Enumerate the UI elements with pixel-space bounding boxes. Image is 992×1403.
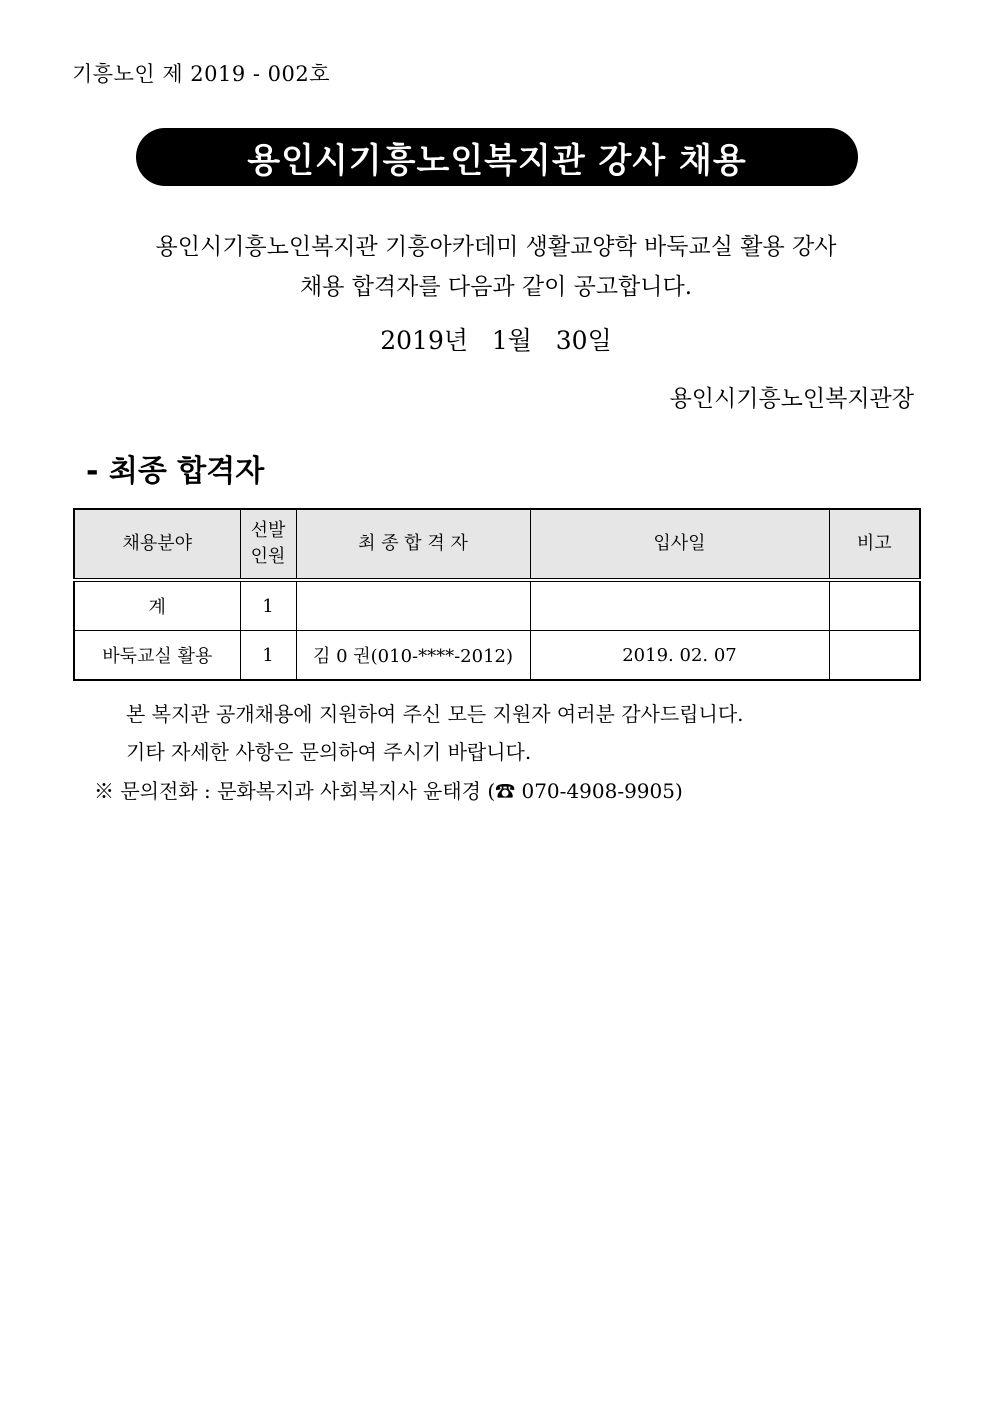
cell-start-date: 2019. 02. 07 xyxy=(530,631,829,681)
section-heading: - 최종 합격자 xyxy=(86,454,265,489)
document-title: 용인시기흥노인복지관 강사 채용 xyxy=(247,140,747,181)
table-row xyxy=(74,631,920,681)
signer: 용인시기흥노인복지관장 xyxy=(669,386,914,412)
cell-remarks xyxy=(829,631,920,681)
header-field: 채용분야 xyxy=(74,509,240,580)
cell-winner xyxy=(296,580,530,631)
title-banner xyxy=(136,128,858,186)
cell-start-date xyxy=(530,580,829,631)
announcement-date: 2019년 1월 30일 xyxy=(380,326,612,355)
table-header-row xyxy=(74,509,920,580)
document-number: 기흥노인 제 2019 - 002호 xyxy=(72,62,331,86)
cell-field: 계 xyxy=(74,580,240,631)
header-remarks: 비고 xyxy=(829,509,920,580)
cell-remarks xyxy=(829,580,920,631)
table-row xyxy=(74,580,920,631)
intro-line-2: 채용 합격자를 다음과 같이 공고합니다. xyxy=(299,274,693,300)
header-start-date: 입사일 xyxy=(530,509,829,580)
header-count xyxy=(240,509,296,580)
contact-note: ※ 문의전화 : 문화복지과 사회복지사 윤태경 (☎ 070-4908-9905) xyxy=(94,779,683,803)
inquiry-note: 기타 자세한 사항은 문의하여 주시기 바랍니다. xyxy=(126,740,532,764)
header-count-line2: 인원 xyxy=(250,546,286,567)
cell-count: 1 xyxy=(240,580,296,631)
cell-count: 1 xyxy=(240,631,296,681)
thanks-note: 본 복지관 공개채용에 지원하여 주신 모든 지원자 여러분 감사드립니다. xyxy=(126,702,744,726)
cell-field: 바둑교실 활용 xyxy=(74,631,240,681)
results-table xyxy=(73,508,921,681)
intro-line-1: 용인시기흥노인복지관 기흥아카데미 생활교양학 바둑교실 활용 강사 xyxy=(155,234,837,260)
header-winner: 최 종 합 격 자 xyxy=(296,509,530,580)
cell-winner: 김 0 권(010-****-2012) xyxy=(296,631,530,681)
header-count-line1: 선발 xyxy=(250,520,286,541)
